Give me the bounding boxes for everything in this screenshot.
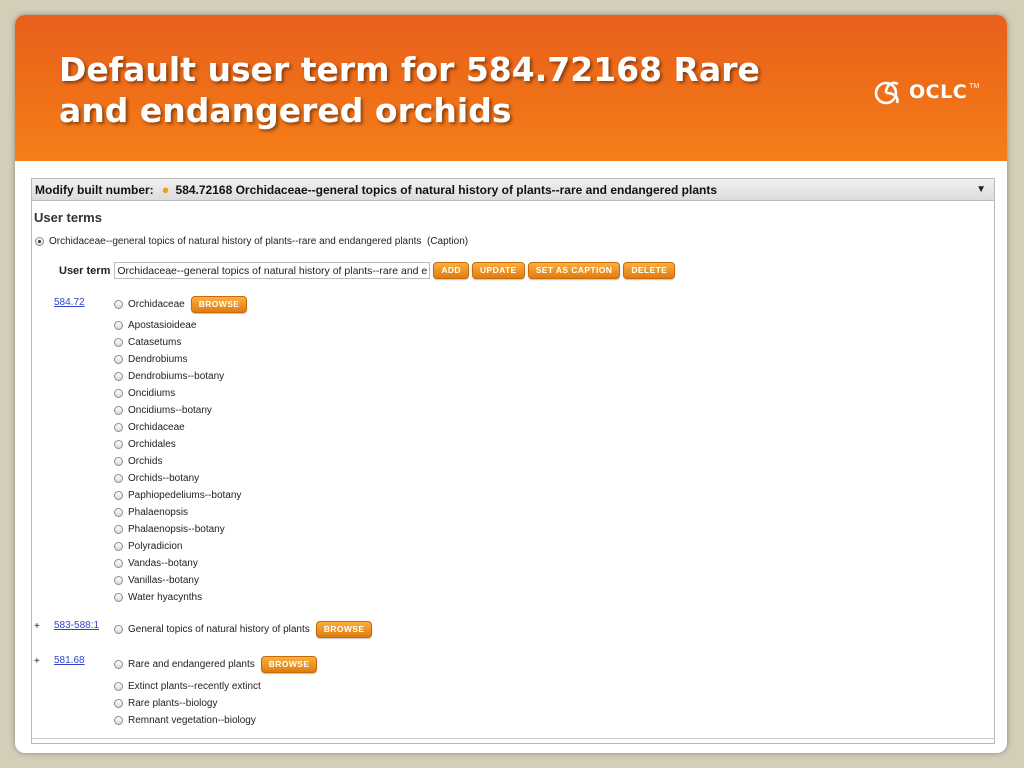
built-number: 584.72168 Orchidaceae--general topics of natural history of plants--rare and endangered plants [175, 182, 718, 197]
term-radio[interactable] [114, 300, 123, 309]
term-option[interactable] [114, 388, 175, 399]
term-label: Catasetums [128, 337, 182, 348]
term-option[interactable] [114, 337, 181, 348]
term-radio[interactable] [114, 389, 123, 398]
term-radio[interactable] [114, 542, 123, 551]
term-label: Polyradicion [128, 541, 183, 552]
term-radio[interactable] [114, 576, 123, 585]
term-label: Dendrobiums--botany [128, 371, 225, 382]
term-option[interactable] [114, 439, 176, 450]
term-label: Phalaenopsis [128, 507, 189, 518]
panel-bar[interactable] [32, 179, 994, 201]
user-terms-heading: User terms [34, 210, 102, 225]
term-label: Vandas--botany [128, 558, 198, 569]
term-label: Paphiopedeliums--botany [128, 490, 242, 501]
user-term-label: User term [59, 264, 111, 277]
logo-text: OCLC [909, 81, 968, 103]
term-option[interactable] [114, 296, 247, 313]
term-radio[interactable] [114, 491, 123, 500]
term-label: Oncidiums [128, 388, 176, 399]
browse-button[interactable]: BROWSE [316, 621, 373, 638]
term-label: Apostasioideae [128, 320, 197, 331]
term-label: Orchids [128, 456, 163, 467]
user-term-row [59, 262, 675, 279]
term-option[interactable] [114, 371, 224, 382]
term-label: Vanillas--botany [128, 575, 199, 586]
caption-option-label: Orchidaceae--general topics of natural history of plants--rare and endangered plants (Caption) [49, 236, 469, 247]
term-label: Orchids--botany [128, 473, 200, 484]
term-option[interactable] [114, 698, 218, 709]
term-radio[interactable] [114, 474, 123, 483]
term-radio[interactable] [114, 372, 123, 381]
term-label: Dendrobiums [128, 354, 188, 365]
term-radio[interactable] [114, 559, 123, 568]
term-label: Orchidales [128, 439, 176, 450]
term-radio[interactable] [114, 355, 123, 364]
term-option[interactable] [114, 621, 372, 638]
term-option[interactable] [114, 422, 185, 433]
collapse-arrow-icon[interactable]: ▼ [976, 184, 986, 195]
term-radio[interactable] [114, 525, 123, 534]
term-option[interactable] [114, 507, 188, 518]
slide-title: Default user term for 584.72168 Rare and endangered orchids [59, 50, 760, 130]
expand-icon[interactable]: + [34, 621, 40, 632]
term-option[interactable] [114, 405, 212, 416]
term-radio[interactable] [114, 406, 123, 415]
term-label: Remnant vegetation--biology [128, 715, 256, 726]
term-radio[interactable] [114, 440, 123, 449]
term-radio[interactable] [114, 423, 123, 432]
term-radio[interactable] [114, 338, 123, 347]
term-label: General topics of natural history of plants [128, 624, 310, 635]
term-label: Rare and endangered plants [128, 659, 255, 670]
oclc-logo [873, 75, 979, 109]
caption-option[interactable] [35, 236, 468, 247]
term-option[interactable] [114, 354, 187, 365]
class-number-link[interactable]: 584.72 [54, 297, 85, 308]
term-label: Orchidaceae [128, 299, 185, 310]
browse-button[interactable]: BROWSE [191, 296, 248, 313]
slide-header [15, 15, 1007, 161]
panel-label: Modify built number: [35, 182, 154, 197]
term-option[interactable] [114, 656, 317, 673]
term-radio[interactable] [114, 699, 123, 708]
term-radio[interactable] [114, 682, 123, 691]
term-label: Extinct plants--recently extinct [128, 681, 261, 692]
term-option[interactable] [114, 592, 202, 603]
term-radio[interactable] [114, 625, 123, 634]
term-option[interactable] [114, 456, 162, 467]
info-icon: ● [161, 182, 170, 197]
term-option[interactable] [114, 490, 241, 501]
delete-button[interactable]: DELETE [623, 262, 675, 279]
expand-icon[interactable]: + [34, 656, 40, 667]
oclc-logo-icon [873, 76, 905, 108]
term-option[interactable] [114, 558, 198, 569]
update-button[interactable]: UPDATE [472, 262, 525, 279]
add-button[interactable]: ADD [433, 262, 469, 279]
term-radio[interactable] [114, 508, 123, 517]
class-number-link[interactable]: 581.68 [54, 655, 85, 666]
term-radio[interactable] [114, 660, 123, 669]
term-label: Water hyacynths [128, 592, 203, 603]
term-option[interactable] [114, 681, 261, 692]
term-label: Oncidiums--botany [128, 405, 212, 416]
term-label: Rare plants--biology [128, 698, 218, 709]
logo-trademark: TM [969, 82, 980, 90]
user-term-input[interactable] [114, 262, 430, 279]
term-radio[interactable] [114, 593, 123, 602]
term-option[interactable] [114, 541, 182, 552]
caption-radio[interactable] [35, 237, 44, 246]
modify-panel [31, 178, 995, 744]
term-radio[interactable] [114, 716, 123, 725]
browse-button[interactable]: BROWSE [261, 656, 318, 673]
term-option[interactable] [114, 320, 196, 331]
term-label: Phalaenopsis--botany [128, 524, 225, 535]
term-radio[interactable] [114, 457, 123, 466]
panel-divider [32, 738, 994, 739]
slide [15, 15, 1007, 753]
set-as-caption-button[interactable]: SET AS CAPTION [528, 262, 621, 279]
term-option[interactable] [114, 524, 225, 535]
term-option[interactable] [114, 575, 199, 586]
class-number-link[interactable]: 583-588:1 [54, 620, 100, 631]
term-label: Orchidaceae [128, 422, 185, 433]
term-option[interactable] [114, 473, 199, 484]
term-option[interactable] [114, 715, 256, 726]
term-radio[interactable] [114, 321, 123, 330]
